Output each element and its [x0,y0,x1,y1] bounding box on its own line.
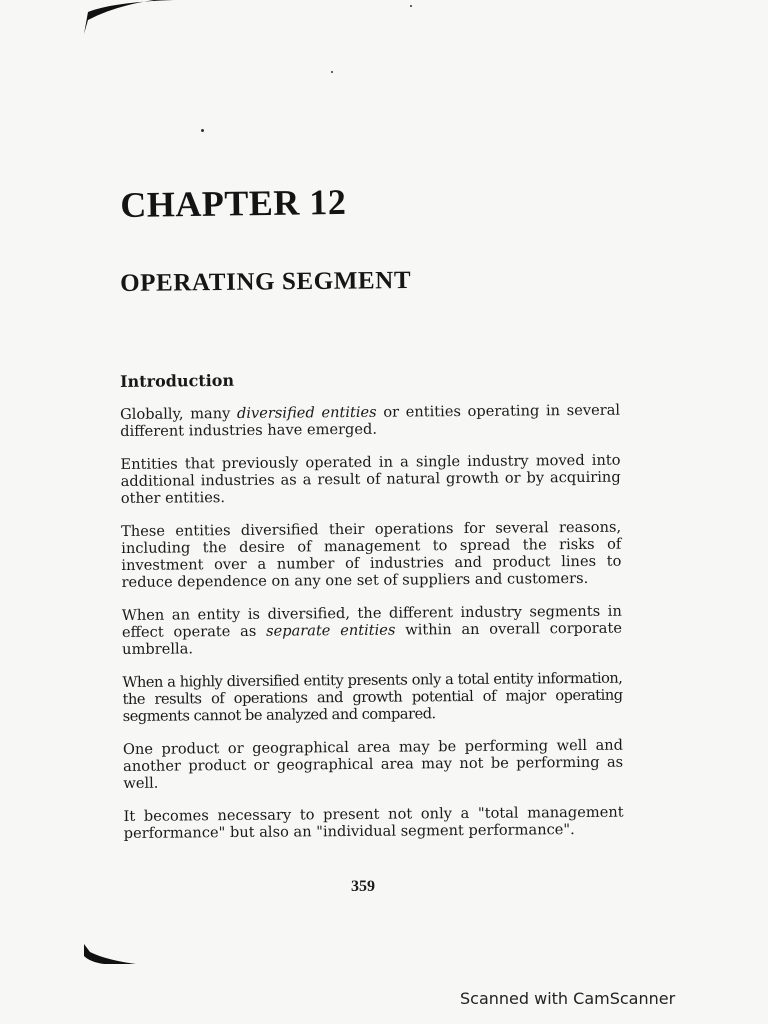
paragraph: Entities that previously operated in a single industry moved into additional industries as a result of natural growth or by acquiring other entities. [120,451,621,507]
scan-speck [410,5,412,7]
paragraph-text: When an entity is diversified, the different industry segments in effect operate as [121,602,622,641]
page-corner-shadow-bottom [84,944,136,966]
body-text [120,402,624,858]
chapter-heading: CHAPTER 12 [120,181,347,225]
page-number: 359 [351,878,375,895]
page-corner-shadow-top [84,0,174,34]
italic-term: diversified entities [236,403,377,422]
paragraph: When a highly diversified entity presents only a total entity information, the results of operations and growth potential of major operating segments cannot be analyzed and compared. [122,669,623,725]
scan-speck [331,71,333,73]
scanner-watermark: Scanned with CamScanner [460,989,676,1008]
chapter-title: OPERATING SEGMENT [120,266,412,297]
paragraph-text: Globally, many [120,404,238,423]
italic-term: separate entities [265,621,396,640]
paragraph: One product or geographical area may be performing well and another product or geographical area may not be performing as well. [122,736,624,792]
section-heading: Introduction [120,370,235,391]
paragraph: It becomes necessary to present not only a "total management performance" but also an "individual segment performance". [123,803,624,842]
paragraph: These entities diversified their operations for several reasons, including the desire of management to spread the risks of investment over a number of industries and product lines to reduce dependence on any one set of suppliers and customers. [121,518,622,591]
paragraph-text: within an overall corporate umbrella. [122,619,623,658]
paragraph [122,603,622,658]
scan-speck [201,129,204,132]
paragraph [120,402,620,440]
paragraph-text: or entities operating in several different industries have emerged. [120,401,621,440]
